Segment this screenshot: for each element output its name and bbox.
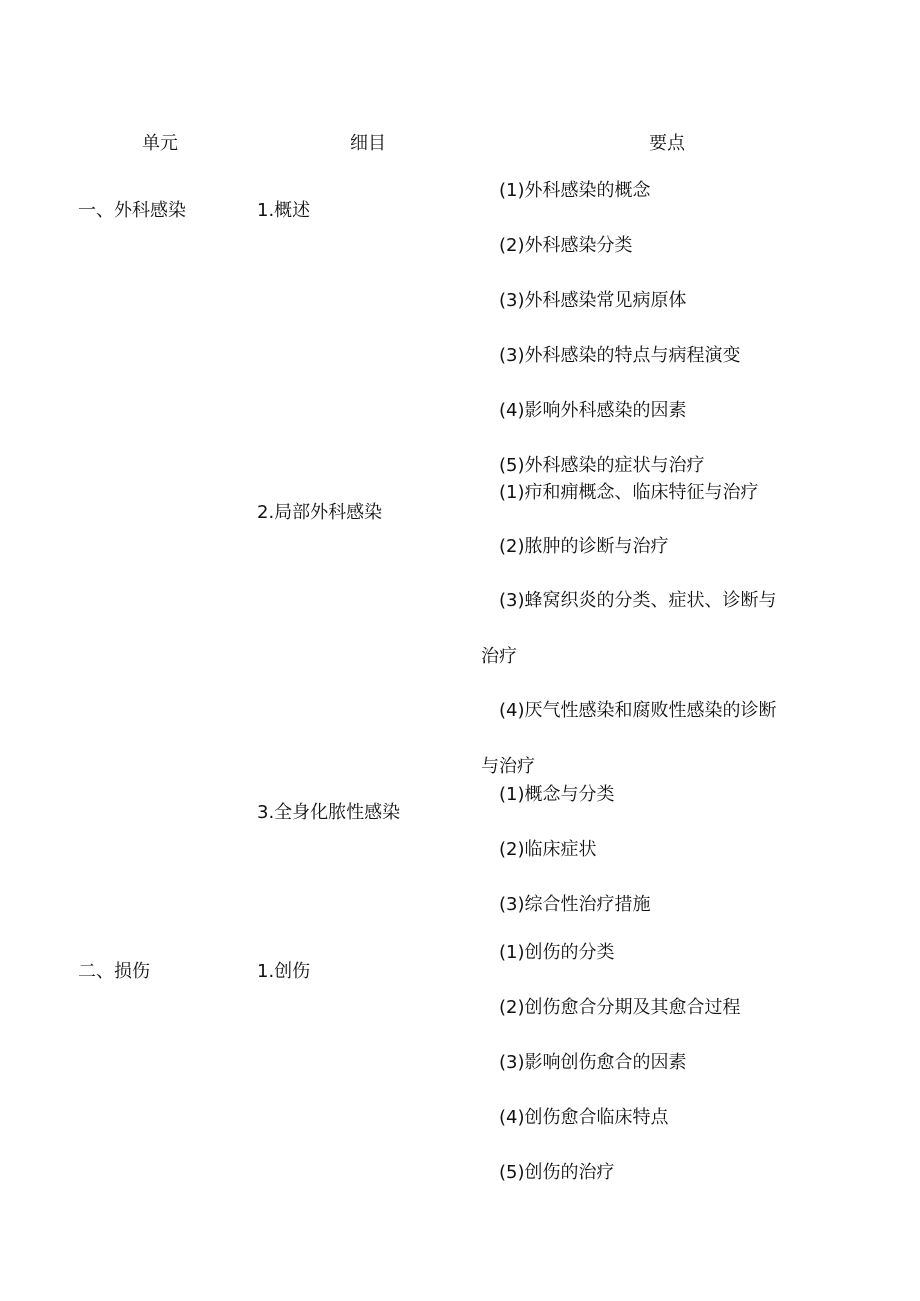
point-item: (1)概念与分类 [499,784,615,805]
header-unit: 单元 [142,133,178,154]
point-item: (5)外科感染的症状与治疗 [499,455,705,476]
point-item: (1)疖和痈概念、临床特征与治疗 [499,482,759,503]
header-item: 细目 [350,133,386,154]
point-item: (3)综合性治疗措施 [499,894,651,915]
point-item-continuation: 治疗 [481,646,517,667]
unit-title: 二、损伤 [78,961,150,982]
point-item: (3)外科感染的特点与病程演变 [499,345,741,366]
point-item: (3)影响创伤愈合的因素 [499,1052,687,1073]
point-item: (5)创伤的治疗 [499,1162,615,1183]
point-item: (1)外科感染的概念 [499,180,651,201]
section-title: 1.创伤 [257,961,311,982]
point-item: (4)厌气性感染和腐败性感染的诊断 [499,700,777,721]
point-item: (2)外科感染分类 [499,235,633,256]
point-item: (2)创伤愈合分期及其愈合过程 [499,997,741,1018]
unit-title: 一、外科感染 [78,200,186,221]
point-item-continuation: 与治疗 [481,756,535,777]
section-title: 2.局部外科感染 [257,502,383,523]
section-title: 1.概述 [257,200,311,221]
point-item: (2)脓肿的诊断与治疗 [499,536,669,557]
section-title: 3.全身化脓性感染 [257,802,401,823]
point-item: (2)临床症状 [499,839,597,860]
point-item: (1)创伤的分类 [499,942,615,963]
point-item: (3)外科感染常见病原体 [499,290,687,311]
point-item: (4)创伤愈合临床特点 [499,1107,669,1128]
point-item: (4)影响外科感染的因素 [499,400,687,421]
point-item: (3)蜂窝织炎的分类、症状、诊断与 [499,590,777,611]
header-points: 要点 [649,133,685,154]
